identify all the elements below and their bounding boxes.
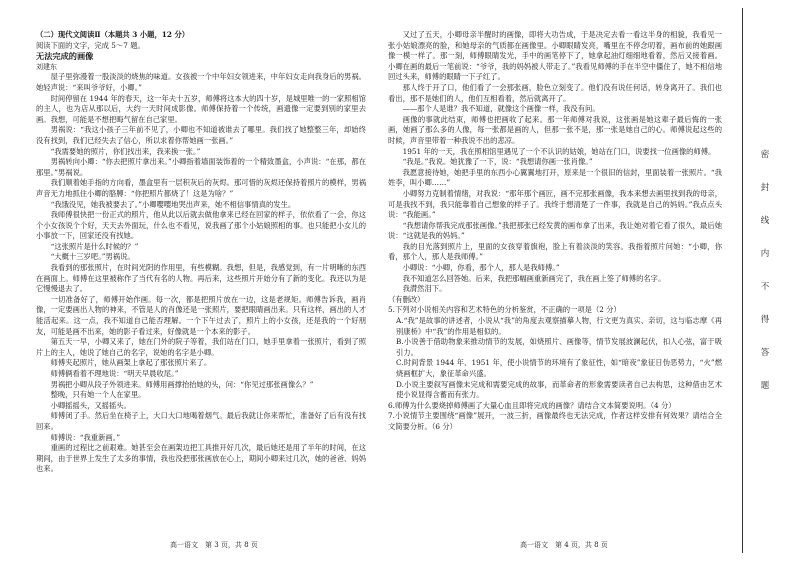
story-paragraph: 画像的事就此结束，师傅也把画收了起来。那一年师傅对我说，这张画是她这辈子最后悔的一张画，她画了那么多的人像，每一张都是画的人，但那一张不是，那一张是她自己的心。师傅说起这些的时候，声音里带着一种我说不出的悲凉。 [388,114,722,145]
seal-char: 线 [760,216,770,226]
story-paragraph: “我想请你帮我完成那张画像。”我把那张已经发黄的画布拿了出来，我让她对着它看了很久，最后她说：“这就是我的妈妈。” [388,220,722,241]
section-heading: （二）现代文阅读Ⅱ（本题共 3 小题，12 分） [36,30,190,39]
story-paragraph: 我不知道怎么回答她。后来，我把那幅画重新画完了，我在画上签了师傅的名字。 [402,273,666,283]
question-option-d: D.小说主要叙写画像未完成和需要完成的故事，而革命者的形象需要读者自己去构思，这种借由艺术使小说显得含蓄而有张力。 [396,379,722,400]
story-paragraph: 我的目光落到照片上，里面的女孩穿着旗袍，脸上有着淡淡的笑容。我指着照片问她：“小卿，你看，那个人，那人是我师傅。” [388,241,722,262]
story-paragraph: 师傅夹起照片，她从画架上拿起了那张照片来了。 [50,358,212,368]
story-paragraph: “这张照片是什么时候的？” [50,241,139,251]
dialogue-line: 小卿摇摇头，又摇摇头。 [50,400,131,410]
story-paragraph: 1951 年的一天，我在照相馆里遇见了一个不认识的姑娘，她站在门口，说要找一位画像的师傅。 [402,146,716,156]
story-paragraph: 我看到的那张照片，在时间光阴的作用里，有些模糊。我想，但是，我感觉到，有一片明晰的东西在画面上。师傅在这里被称作了当代有名的人物。再后来，这些照片开始分有了新的变化。我还以为是它慢慢退去了。 [36,263,366,294]
question-option-c: C.时间背景 1944 年、1951 年，使小说情节的环境有了象征性，如“暗夜”象征日伪恶势力，“火”燃烧画框扩大，象征革命兴盛。 [396,358,722,378]
source-note: （有删改） [388,294,425,304]
dialogue-line: 师傅说：“我重新画。” [50,432,121,442]
story-paragraph: 小卿说：“小卿，你看，那个人，那人是我师傅。” [402,263,560,273]
page-footer-right: 高一语文 第 4 页，共 8 页 [520,541,608,549]
right-page-column [388,30,722,433]
story-paragraph: 一切准备好了，师傅开始作画。每一次，都是把照片放在一边，这是老规矩。师傅告诉我，画肖像，一定要画出人物的神来，不管是人的肖像还是一张照片，要把眼睛画出来。只有这样，画出的人才能活起来。这一点，我不知道自己能否理解。一个下午过去了，照片上的小女孩，还是我的一个好朋友，可能是画不出来，她的影子看过来，好像就是一个本来的影子。 [36,294,366,336]
dialogue-line: 师傅闭了手。然后坐在椅子上，大口大口地喝着烟气。最后我就让你来帮忙，准备好了后有没有找回来。 [36,411,366,431]
story-paragraph: 小卿努力克制着情绪，对我说：“那年那个画匠，画不完那张画像，我本来想去画里找到我的母亲，可是我找不到，我只能靠着自己想象的样子了。我终于想清楚了一件事，我就是自己的妈妈。”我点点头说：“我能画。” [388,188,722,220]
dialogue-line: 男祸把小卿从段子外领进来。师傅用画撑抬抬她的头，问：“你见过那张画像么？” [50,379,314,389]
question-5 [388,305,722,400]
story-author: 刘建东 [36,62,57,71]
seal-char: 内 [760,249,770,259]
story-paragraph: 时间停留在 1944 年的春天，这一年夫十五岁，师傅将这本大的四十岁，是城里唯一的一家照相馆的主人，也为店从那以后，大约一天时间成影像。师傅保持着一个传统，画遗像一定要到别的家里去画。我想，可能是不想把晦气留在自己家里。 [36,93,366,124]
dialogue-line: 师傅俩看着不理地说：“明天早晨收尾。” [50,369,179,378]
seal-char: 封 [760,183,770,193]
seal-char: 题 [760,381,770,391]
story-paragraph: ——那个人是谁？我不知道，就像这个画像一样，我没有问。 [402,104,600,114]
question-option-b: B.小说善于借助物象来推动情节的发展，如烧照片、画像等，情节发展波澜起伏，扣人心弦，富于吸引力。 [396,337,722,357]
story-paragraph: 我师傅很快把一份正式的照片，他从此以后就去做他拿来已经在回家的样子，依依看了一会，你这个小女孩说个个好，天天去外面玩，什么也不看见，说我画了那个小姑娘照相的事。也只能把小女儿的小事放一下，回家还没有找她。 [36,210,366,241]
story-paragraph: 我潸然泪下。 [402,284,447,294]
story-paragraph: 男祸说：“我这小孩子三年前不见了，小卿也不知道被谁去了哪里。我们找了她整整三年，却始终没有找到，我们已经失去了信心，所以求着你帮她画一张画。” [36,125,366,145]
story-title: 无法完成的画像 [36,51,94,62]
story-paragraph: 第五天一早，小卿又来了，她在门外的院子等着，我们站在门口，她手里拿着一张照片，看到了照片上的主人，她说了她自己的名字，说她的名字是小卿。 [36,337,366,357]
story-paragraph: “我饿没见，她我被要去了。”小卿嘤嘤地哭出声来，她不相信事情真的发生。 [50,199,296,209]
seal-char: 答 [760,348,770,358]
dialogue-line: 重画的过程比之前艰难。她甚至会在画架边把工具推开好几次，最后她还是用了半年的时间，在这期间，由于世界上发生了太多的事情，我也没把那张画放在心上，期间小卿来过几次，她的爸爸、妈妈也来。 [36,443,366,474]
seal-char: 得 [760,315,770,325]
story-paragraph: 屋子里弥漫着一股淡淡的烧焦的味道。女孩被一个中年妇女领进来，中年妇女走向我身后的男祸。她轻声说：“来叫爷爷好，小卿。” [36,72,366,92]
dialogue-line: 整晚，只有她一个人在家里。 [50,390,146,400]
story-paragraph: 又过了五天，小卿母亲半醒时的画像，即将大功告成，于是决定去看一看这半身的相貌，我看见一张小姑娘漂亮的脸，和她母亲的气质都在画像里。小卿眼睛发亮，嘴里在不停念叨着，画布前的她跟画像一模一样了。那一刻，师傅眼睛发光，手中的画笔停下了，她拿起油灯细细地看着，然后又接着画。小卿在画的最后一笔前说：“爷爷，我的妈妈被人带走了。”我看见师傅的手在半空中僵住了，她不相信地回过头来，师傅的眼睛一下子红了。 [388,30,722,82]
story-paragraph: 男祸转向小卿：“你去把照片拿出来。”小卿指着墙面装饰着的一个精致墨盒，小声说：“在那，都在那里。”男祸说。 [36,157,366,177]
story-paragraph: “我需要她的照片，你们找出来，我来换一张。” [50,146,201,156]
left-page-column [36,30,366,475]
story-paragraph: 那人终于开了口，他们看了一会那张画，脸色立刻变了。他们没有说任何话，转身离开了。我们也看出，那不是她们的人，他们互相看着，然后就离开了。 [388,82,722,103]
page-footer-left: 高一语文 第 3 页，共 8 页 [170,541,258,549]
instruction-text: 阅读下面的文字，完成 5～7 题。 [36,40,145,50]
binding-line [742,8,743,553]
question-7: 7.小说情节主要围绕“画像”展开，一波三折，画像最终也无法完成，作者这样安排有何效果？请结合全文简要分析。（6 分） [388,411,722,431]
question-option-a: A.“我”是故事的讲述者，小说从“我”的角度去观察描摹人物，行文更为真实、亲切，这与临志摩《再别康桥》中“我”的作用是相似的。 [396,316,722,336]
story-paragraph: “我是。”我说。她犹豫了一下，说：“我想请你画一张肖像。” [402,157,593,167]
question-6: 6.师傅为什么要烧掉师傅画了大量心血且即将完成的画像？请结合文本简要说明。（4 分） [388,400,676,410]
seal-char: 不 [760,282,770,292]
story-paragraphs [36,72,366,475]
question-stem: 5.下列对小说相关内容和艺术特色的分析鉴赏，不正确的一项是（2 分） [388,305,621,315]
story-paragraph: “大概十三岁吧。”男祸说。 [50,252,135,262]
story-paragraph: 我们顺着她手指的方向看，墨盒里有一层积灰后的灰烬。那可惜的灰烬还保持着照片的模样，男祸声音无力地抓住小卿的胳膊：“你把照片都烧了！这是为啥？” [36,178,366,198]
seal-line-notice [758,150,772,414]
story-continuation [388,30,722,295]
story-paragraph: 我愿意接待她，她把手里的东西小心翼翼地打开，原来是一个很旧的信封，里面装着一张照片。“我姓李，叫小卿……” [388,167,722,188]
seal-char: 密 [760,150,770,160]
